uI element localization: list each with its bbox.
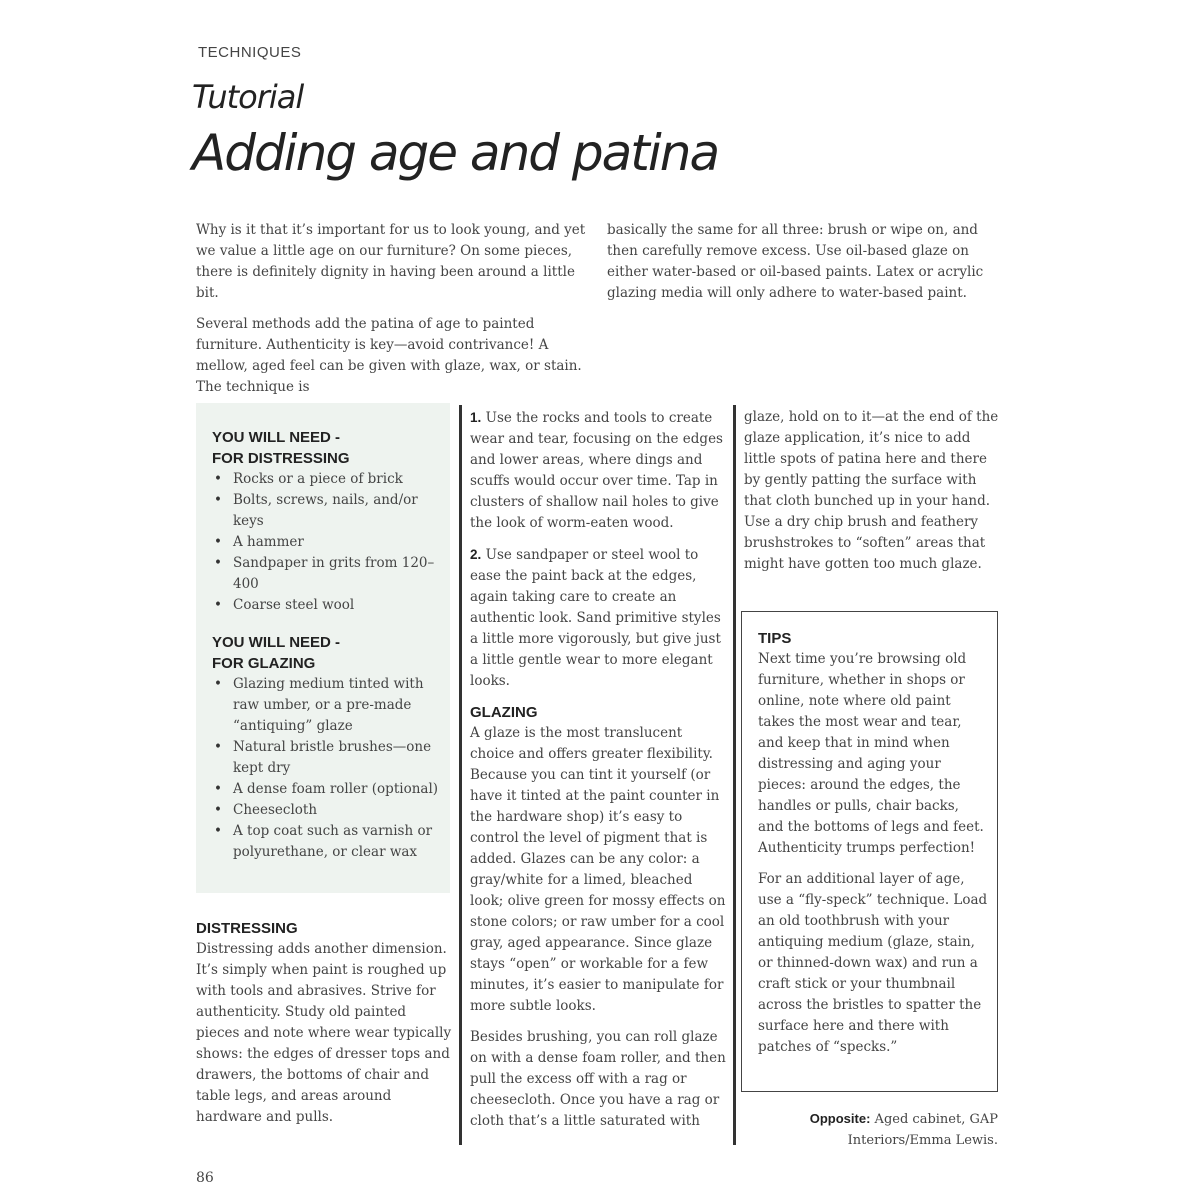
intro-right-column	[607, 220, 999, 314]
list-item: • A hammer	[230, 532, 442, 553]
column-divider-1	[459, 405, 462, 1145]
distressing-section	[196, 918, 452, 1138]
distress-needs-list	[212, 469, 442, 616]
section-label: TECHNIQUES	[198, 44, 302, 61]
list-item: • Sandpaper in grits from 120–400	[230, 553, 442, 595]
photo-caption	[790, 1108, 998, 1151]
glaze-needs-heading-2: FOR GLAZING	[212, 655, 316, 672]
step-2-number: 2.	[470, 547, 482, 562]
list-item: • Glazing medium tinted with raw umber, or a pre-made “antiquing” glaze	[230, 674, 442, 737]
list-item: • Coarse steel wool	[230, 595, 442, 616]
distressing-heading: DISTRESSING	[196, 920, 298, 937]
glazing-paragraph-3: glaze, hold on to it—at the end of the glaze application, it’s nice to add little spots of patina here and there by gently patting the surface with that cloth bunched up in your hand. Use a dry chip brush and feathery brushstrokes to “soften” areas that might have gotten too much glaze.	[744, 409, 999, 572]
tips-paragraph-2: For an additional layer of age, use a “fly-speck” technique. Load an old toothbrush with your antiquing medium (glaze, stain, or thinned-down wax) and run a craft stick or your thumbnail across the bristles to spatter the surface here and there with patches of “specks.”	[758, 871, 988, 1055]
distress-needs-heading-1: YOU WILL NEED -	[212, 429, 341, 446]
list-item: • Bolts, screws, nails, and/or keys	[230, 490, 442, 532]
glazing-paragraph-1: A glaze is the most translucent choice and offers greater flexibility. Because you can tint it yourself (or have it tinted at the paint counter in the hardware shop) it’s easy to control the level of pigment that is added. Glazes can be any color: a gray/white for a limed, bleached look; olive green for mossy effects on stone colors; or raw umber for a cool gray, aged appearance. Since glaze stays “open” or workable for a few minutes, it’s easier to manipulate for more subtle looks.	[470, 725, 726, 1014]
intro-paragraph-2: Several methods add the patina of age to painted furniture. Authenticity is key—avoid contrivance! A mellow, aged feel can be given with glaze, wax, or stain. The technique is	[196, 316, 582, 395]
tips-box	[741, 611, 998, 1092]
distress-needs-heading-2: FOR DISTRESSING	[212, 450, 350, 467]
glazing-paragraph-2: Besides brushing, you can roll glaze on with a dense foam roller, and then pull the excess off with a rag or cheesecloth. Once you have a rag or cloth that’s a little saturated with	[470, 1029, 726, 1129]
glazing-heading: GLAZING	[470, 704, 538, 721]
step-1-text: Use the rocks and tools to create wear and tear, focusing on the edges and lower areas, where dings and scuffs would occur over time. Tap in clusters of shallow nail holes to give the look of worm-eaten wood.	[470, 410, 723, 531]
step-2	[470, 544, 726, 692]
intro-left-column	[196, 220, 586, 408]
list-item: • Rocks or a piece of brick	[230, 469, 442, 490]
caption-text: Aged cabinet, GAP Interiors/Emma Lewis.	[847, 1112, 998, 1148]
column-divider-2	[733, 405, 736, 1145]
list-item: • Natural bristle brushes—one kept dry	[230, 737, 442, 779]
glaze-needs-heading-1: YOU WILL NEED -	[212, 634, 341, 651]
glazing-continued-column	[744, 407, 999, 585]
tutorial-kicker: Tutorial	[192, 78, 304, 116]
page-number: 86	[196, 1170, 214, 1186]
steps-column	[470, 407, 726, 1142]
step-2-text: Use sandpaper or steel wool to ease the paint back at the edges, again taking care to create an authentic look. Sand primitive styles a little more vigorously, but give just a little gentle wear to more elegant looks.	[470, 547, 721, 689]
step-1	[470, 407, 726, 534]
page-title: Adding age and patina	[192, 124, 719, 182]
intro-paragraph-3: basically the same for all three: brush or wipe on, and then carefully remove excess. Use oil-based glaze on either water-based or oil-based paints. Latex or acrylic glazing media will only adhere to water-based paint.	[607, 222, 984, 301]
step-1-number: 1.	[470, 410, 482, 425]
list-item: • Cheesecloth	[230, 800, 442, 821]
glaze-needs-list	[212, 674, 442, 863]
intro-paragraph-1: Why is it that it’s important for us to look young, and yet we value a little age on our furniture? On some pieces, there is definitely dignity in having been around a little bit.	[196, 222, 586, 301]
tips-heading: TIPS	[758, 630, 792, 647]
you-will-need-box	[196, 403, 450, 893]
list-item: • A top coat such as varnish or polyurethane, or clear wax	[230, 821, 442, 863]
list-item: • A dense foam roller (optional)	[230, 779, 442, 800]
tips-paragraph-1: Next time you’re browsing old furniture, whether in shops or online, note where old paint takes the most wear and tear, and keep that in mind when distressing and aging your pieces: around the edges, the handles or pulls, chair backs, and the bottoms of legs and feet. Authenticity trumps perfection!	[758, 651, 984, 856]
distressing-text: Distressing adds another dimension. It’s simply when paint is roughed up with tools and abrasives. Strive for authenticity. Study old painted pieces and note where wear typically shows: the edges of dresser tops and drawers, the bottoms of chair and table legs, and areas around hardware and pulls.	[196, 941, 452, 1125]
caption-label: Opposite:	[809, 1111, 871, 1126]
